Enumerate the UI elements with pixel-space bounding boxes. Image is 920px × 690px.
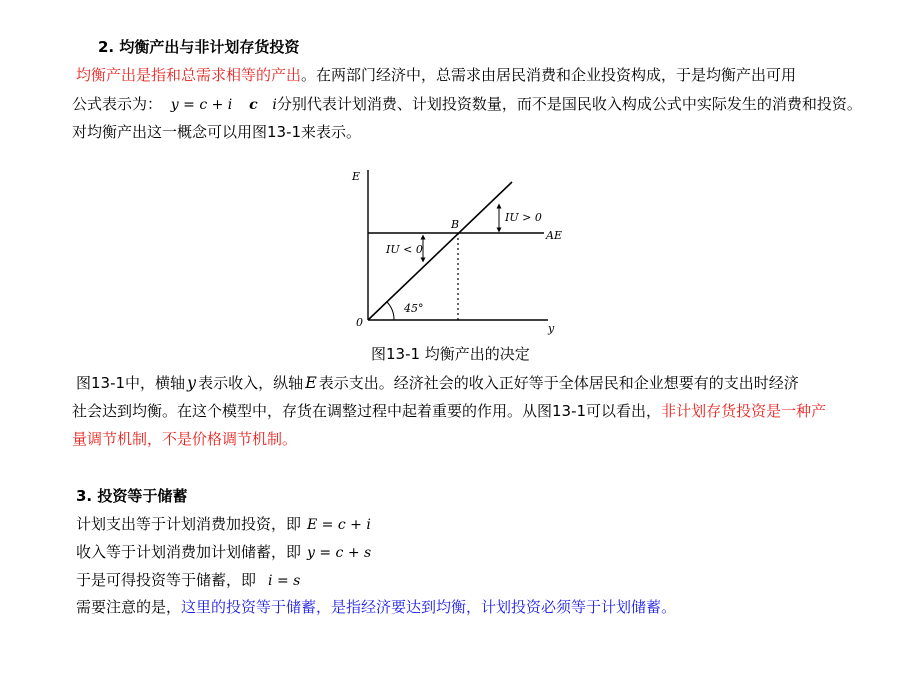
symbol-e: E bbox=[305, 373, 317, 392]
highlight-blue-text: 这里的投资等于储蓄 bbox=[181, 598, 317, 616]
paragraph-1-line-2 bbox=[72, 94, 862, 115]
paragraph-2-line-1 bbox=[76, 373, 799, 393]
highlight-red-text: 非计划存货投资是一种产 bbox=[661, 402, 827, 420]
figure-caption: 图13-1 均衡产出的决定 bbox=[371, 345, 530, 363]
angle-arc bbox=[387, 302, 394, 320]
formula-i-s: i = s bbox=[268, 573, 301, 589]
symbol-c: c bbox=[249, 97, 258, 113]
label-e: E bbox=[352, 170, 361, 183]
paragraph-text: 。在两部门经济中，总需求由居民消费和企业投资构成，于是均衡产出可用 bbox=[301, 66, 797, 84]
paragraph-text: 表示支出。经济社会的收入正好等于全体居民和企业想要有的支出时经济 bbox=[318, 374, 799, 392]
paragraph-2-line-3: 量调节机制，不是价格调节机制。 bbox=[72, 430, 298, 448]
highlight-blue-text: ，是指经济要达到均衡， bbox=[316, 598, 482, 616]
formula-y-c-i: y = c + i bbox=[170, 97, 233, 113]
paragraph-text: 需要注意的是， bbox=[76, 598, 182, 616]
highlight-blue-text: 。 bbox=[661, 598, 677, 616]
paragraph-text: 收入等于计划消费加计划储蓄，即 bbox=[76, 543, 302, 561]
label-b: B bbox=[451, 218, 460, 231]
label-origin: 0 bbox=[356, 316, 363, 329]
section-3-line-2 bbox=[76, 542, 371, 563]
paragraph-text: 分别代表计划消费、计划投资数量，而不是国民收入构成公式中实际发生的消费和投资。 bbox=[276, 95, 862, 113]
symbol-y: y bbox=[187, 373, 197, 392]
paragraph-1-line-3: 对均衡产出这一概念可以用图13-1来表示。 bbox=[72, 123, 362, 141]
figure-13-1 bbox=[348, 160, 598, 340]
section-3-line-4 bbox=[76, 597, 676, 617]
label-ae: AE bbox=[546, 229, 562, 242]
label-y: y bbox=[548, 322, 555, 335]
highlight-blue-text: 计划投资必须等于计划储蓄 bbox=[481, 598, 662, 616]
label-angle: 45° bbox=[404, 302, 424, 315]
paragraph-text: 于是可得投资等于储蓄，即 bbox=[76, 571, 257, 589]
paragraph-text: 公式表示为： bbox=[72, 95, 163, 113]
paragraph-2-line-2 bbox=[72, 401, 826, 421]
formula-y-c-s: y = c + s bbox=[307, 545, 372, 561]
section-3-heading: 3. 投资等于储蓄 bbox=[76, 487, 188, 505]
section-2-heading: 2. 均衡产出与非计划存货投资 bbox=[98, 38, 300, 56]
paragraph-text: 计划支出等于计划消费加投资，即 bbox=[76, 515, 302, 533]
highlight-red-text: 均衡产出是指和总需求相等的产出 bbox=[76, 66, 302, 84]
paragraph-text: 表示收入，纵轴 bbox=[198, 374, 304, 392]
paragraph-text: 图13-1中，横轴 bbox=[76, 374, 186, 392]
symbol-i: i bbox=[272, 97, 277, 113]
label-iu-negative: IU < 0 bbox=[386, 243, 423, 256]
paragraph-text: 社会达到均衡。在这个模型中，存货在调整过程中起着重要的作用。从图13-1可以看出， bbox=[72, 402, 662, 420]
section-3-line-1 bbox=[76, 514, 371, 535]
formula-e-c-i: E = c + i bbox=[307, 517, 371, 533]
label-iu-positive: IU > 0 bbox=[505, 211, 542, 224]
section-3-line-3 bbox=[76, 570, 300, 591]
paragraph-1-line-1 bbox=[76, 65, 796, 85]
